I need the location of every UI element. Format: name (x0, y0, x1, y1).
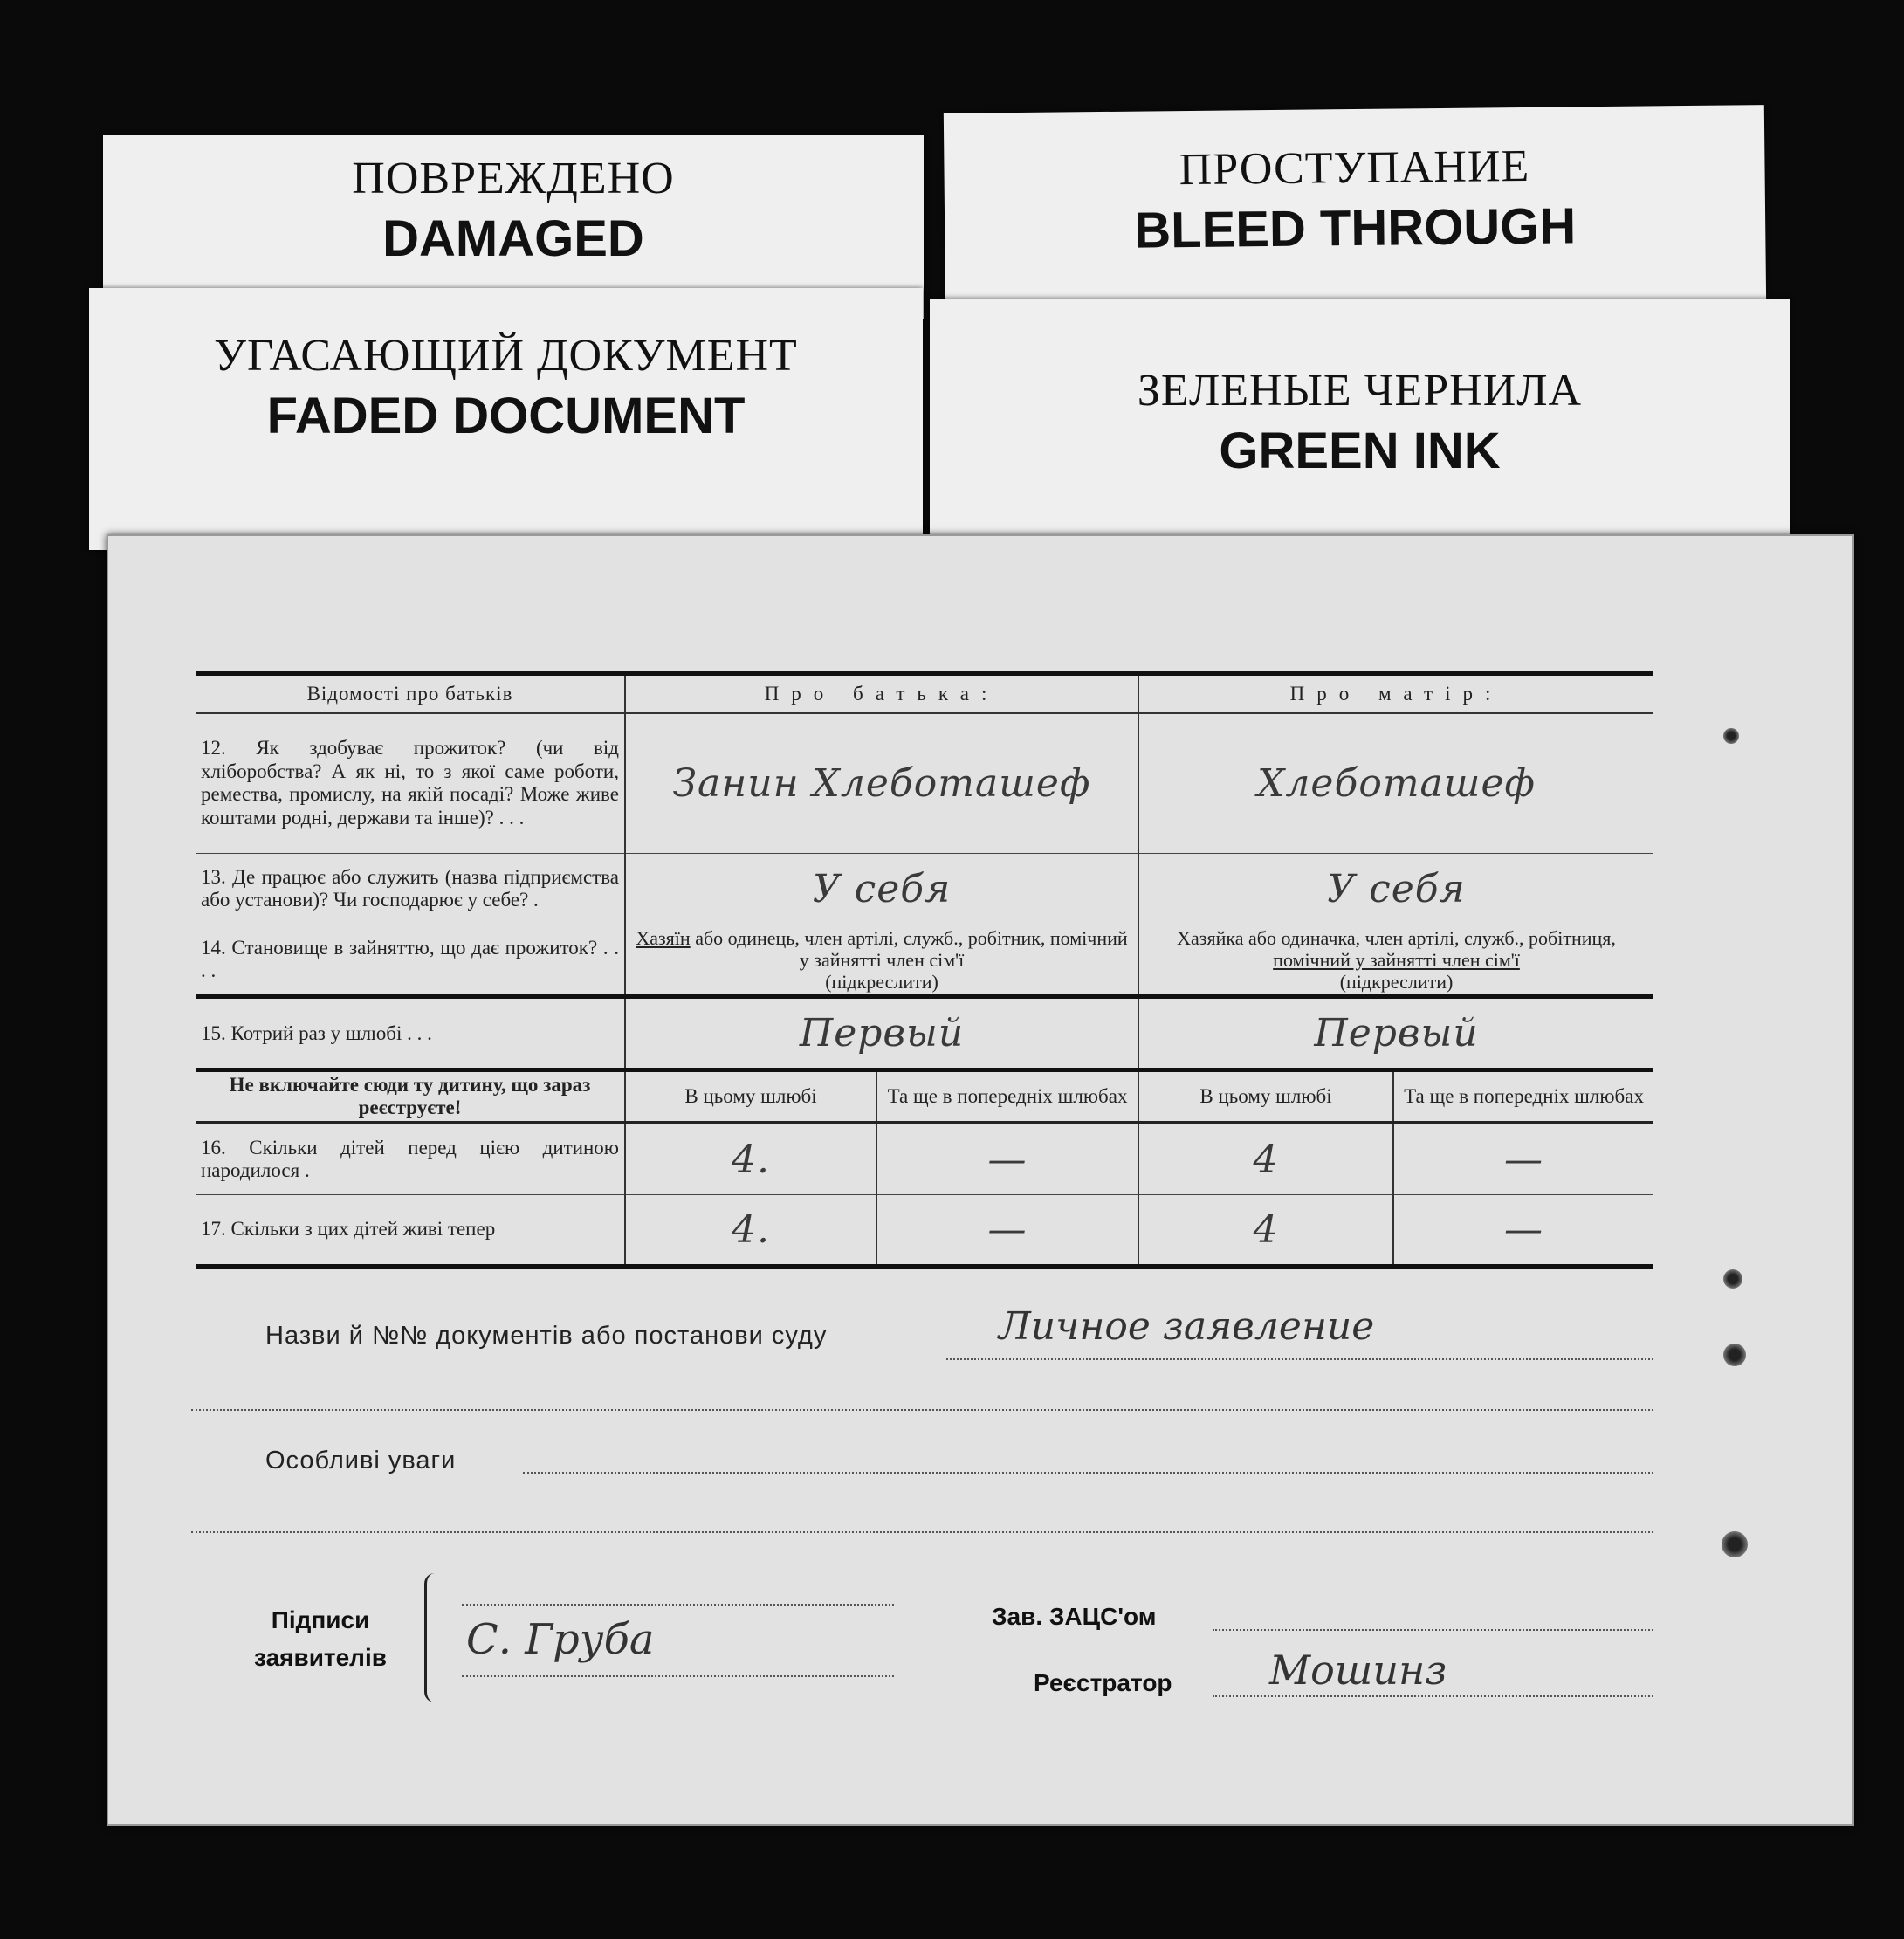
answer-14-father (625, 925, 1138, 997)
header-about-father: Про батька: (625, 674, 1138, 714)
question-17: 17. Скільки з цих дітей живі тепер (196, 1194, 625, 1266)
answer-17-father-prev: — (876, 1194, 1138, 1266)
col-father-previous-marriages: Та ще в попередніх шлюбах (876, 1070, 1138, 1124)
card-faded-ru: УГАСАЮЩИЙ ДОКУМЕНТ (214, 331, 798, 381)
punch-hole-icon (1722, 1531, 1748, 1557)
punch-hole-icon (1723, 1269, 1742, 1289)
label-card-bleed-through (944, 105, 1766, 314)
answer-12-mother: Хлеботашеф (1138, 713, 1653, 853)
card-faded-en: FADED DOCUMENT (266, 388, 746, 444)
options-text: Хазяйка або одиначка, член артілі, служб., робітниця, (1177, 926, 1616, 949)
exclude-child-note: Не включайте сюди ту дитину, що зараз реєструєте! (196, 1070, 625, 1124)
card-green-ru: ЗЕЛЕНЫЕ ЧЕРНИЛА (1137, 366, 1583, 416)
answer-15-mother: Первый (1138, 997, 1653, 1070)
label-card-green-ink (930, 299, 1790, 552)
applicant-signature: С. Груба (466, 1615, 655, 1664)
options-text: або одинець, член артілі, служб., робітник, помічний у зайнятті член сім'ї (695, 926, 1128, 971)
special-notes-label: Особливі уваги (265, 1447, 457, 1475)
punch-hole-icon (1723, 728, 1739, 744)
dotted-line (462, 1604, 894, 1606)
answer-14-mother (1138, 925, 1653, 997)
card-green-en: GREEN INK (1219, 423, 1501, 479)
question-13: 13. Де працює або служить (назва підприємства або установи)? Чи господарює у себе? . (196, 853, 625, 925)
header-about-mother: Про матір: (1138, 674, 1653, 714)
dotted-line (462, 1675, 894, 1677)
underlined-option: помічний у зайнятті член сім'ї (1273, 948, 1520, 971)
parents-info-table (196, 671, 1653, 1269)
question-16: 16. Скільки дітей перед цією дитиною народилося . (196, 1123, 625, 1194)
brace-icon (424, 1573, 446, 1702)
dotted-line (1213, 1695, 1653, 1697)
answer-17-father-this: 4. (625, 1194, 876, 1266)
documents-value: Личное заявление (999, 1304, 1375, 1349)
answer-16-mother-prev: — (1393, 1123, 1653, 1194)
answer-17-mother-prev: — (1393, 1194, 1653, 1266)
punch-hole-icon (1723, 1344, 1746, 1366)
card-bleed-en: BLEED THROUGH (1133, 197, 1577, 259)
answer-13-father: У себя (625, 853, 1138, 925)
registration-form-sheet (107, 534, 1854, 1826)
header-parents-info: Відомості про батьків (196, 674, 625, 714)
answer-16-mother-this: 4 (1138, 1123, 1393, 1194)
registrar-signature: Мошинз (1269, 1647, 1447, 1694)
zags-head-label: Зав. ЗАЦС'ом (992, 1603, 1157, 1630)
answer-16-father-this: 4. (625, 1123, 876, 1194)
answer-13-mother: У себя (1138, 853, 1653, 925)
answer-16-father-prev: — (876, 1123, 1138, 1194)
dotted-line (946, 1358, 1653, 1360)
answer-12-father: Занин Хлеботашеф (625, 713, 1138, 853)
registrar-label: Реєстратор (1034, 1669, 1172, 1696)
underline-hint: (підкреслити) (825, 971, 938, 994)
dotted-line (523, 1472, 1653, 1474)
question-12: 12. Як здобуває прожиток? (чи від хліборобства? А як ні, то з якої саме роботи, ремества, промислу, на якій посаді? Може живе коштами родні, держави та інше)? . . . (196, 713, 625, 853)
question-14: 14. Становище в зайняттю, що дає прожиток? . . . . (196, 925, 625, 997)
card-damaged-ru: ПОВРЕЖДЕНО (352, 154, 675, 203)
dotted-line (191, 1409, 1653, 1411)
dotted-line (191, 1531, 1653, 1533)
card-damaged-en: DAMAGED (382, 210, 644, 267)
col-mother-this-marriage: В цьому шлюбі (1138, 1070, 1393, 1124)
card-bleed-ru: ПРОСТУПАНИЕ (1179, 141, 1530, 196)
answer-17-mother-this: 4 (1138, 1194, 1393, 1266)
col-father-this-marriage: В цьому шлюбі (625, 1070, 876, 1124)
dotted-line (1213, 1629, 1653, 1631)
applicants-signatures-label: Підписи заявителів (254, 1606, 387, 1672)
col-mother-previous-marriages: Та ще в попередніх шлюбах (1393, 1070, 1653, 1124)
answer-15-father: Первый (625, 997, 1138, 1070)
underlined-option: Хазяїн (636, 926, 691, 949)
underline-hint: (підкреслити) (1339, 971, 1454, 994)
documents-label: Назви й №№ документів або постанови суду (265, 1322, 828, 1350)
label-card-faded-document (89, 288, 923, 550)
question-15: 15. Котрий раз у шлюбі . . . (196, 997, 625, 1070)
